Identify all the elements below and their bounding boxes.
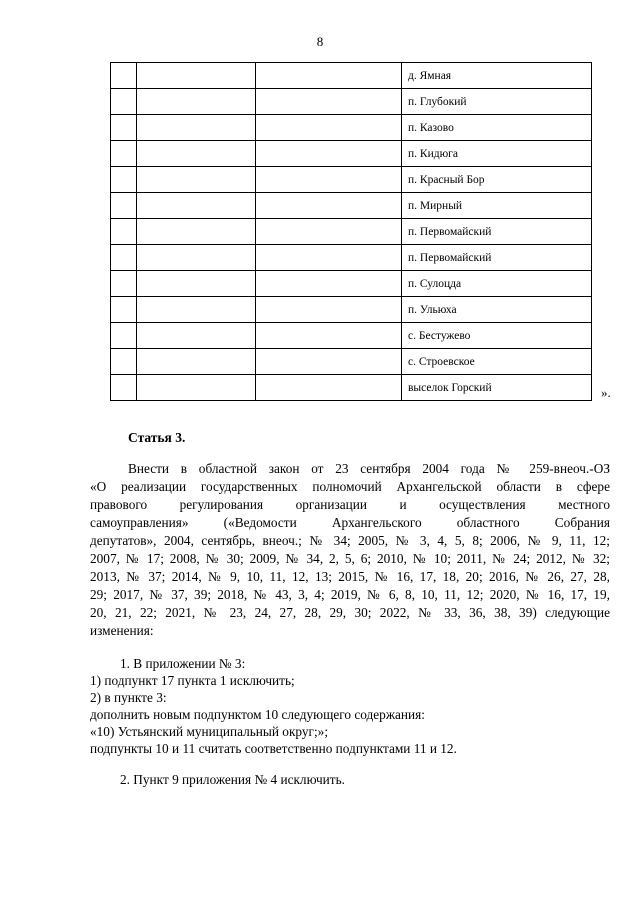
amendments-list — [90, 655, 457, 757]
list-item: 2) в пункте 3: — [90, 690, 167, 705]
settlement-name-cell: п. Мирный — [402, 193, 592, 219]
empty-cell — [256, 63, 402, 89]
empty-cell — [111, 349, 137, 375]
empty-cell — [256, 141, 402, 167]
list-item: «10) Устьянский муниципальный округ;»; — [90, 724, 329, 739]
list-item: 1. В приложении № 3: — [120, 656, 246, 671]
empty-cell — [137, 167, 256, 193]
table-row — [111, 89, 592, 115]
intro-line: 2007, № 17; 2008, № 30; 2009, № 34, 2, 5, 6; 2010, № 10; 2011, № 24; 2012, № 32; — [90, 551, 610, 566]
empty-cell — [137, 219, 256, 245]
table-row — [111, 141, 592, 167]
empty-cell — [137, 193, 256, 219]
intro-line: 29; 2017, № 37, 39; 2018, № 43, 3, 4; 2019, № 6, 8, 10, 11, 12; 2020, № 16, 17, 19, — [90, 587, 610, 602]
empty-cell — [111, 297, 137, 323]
table-row — [111, 245, 592, 271]
table-row — [111, 115, 592, 141]
empty-cell — [256, 271, 402, 297]
empty-cell — [137, 245, 256, 271]
settlement-name-cell: выселок Горский — [402, 375, 592, 401]
list-item-2: 2. Пункт 9 приложения № 4 исключить. — [120, 772, 346, 787]
empty-cell — [137, 115, 256, 141]
empty-cell — [111, 167, 137, 193]
empty-cell — [256, 193, 402, 219]
empty-cell — [256, 297, 402, 323]
empty-cell — [111, 193, 137, 219]
list-item: дополнить новым подпунктом 10 следующего содержания: — [90, 707, 425, 722]
empty-cell — [137, 375, 256, 401]
intro-line: 2013, № 37; 2014, № 9, 10, 11, 12, 13; 2015, № 16, 17, 18, 20; 2016, № 26, 27, 28, — [90, 569, 610, 584]
table-row — [111, 219, 592, 245]
empty-cell — [256, 115, 402, 141]
settlement-name-cell: п. Первомайский — [402, 245, 592, 271]
table-row — [111, 323, 592, 349]
empty-cell — [111, 115, 137, 141]
empty-cell — [111, 323, 137, 349]
empty-cell — [111, 271, 137, 297]
settlement-name-cell: п. Сулоцда — [402, 271, 592, 297]
empty-cell — [256, 89, 402, 115]
empty-cell — [137, 297, 256, 323]
table-row — [111, 63, 592, 89]
settlement-name-cell: п. Красный Бор — [402, 167, 592, 193]
intro-line: правового регулирования организации и осуществления местного — [90, 497, 610, 512]
article-intro-paragraph — [90, 460, 610, 640]
page-number: 8 — [316, 34, 324, 49]
empty-cell — [137, 349, 256, 375]
intro-line: Внести в областной закон от 23 сентября 2004 года № 259-внеоч.-ОЗ — [128, 461, 610, 476]
intro-line: изменения: — [90, 623, 154, 638]
empty-cell — [256, 167, 402, 193]
settlement-name-cell: д. Ямная — [402, 63, 592, 89]
settlement-name-cell: п. Кидюга — [402, 141, 592, 167]
empty-cell — [256, 349, 402, 375]
settlement-name-cell: п. Ульюха — [402, 297, 592, 323]
empty-cell — [256, 323, 402, 349]
table-row — [111, 193, 592, 219]
empty-cell — [256, 245, 402, 271]
settlement-name-cell: п. Первомайский — [402, 219, 592, 245]
intro-line: самоуправления» («Ведомости Архангельского областного Собрания — [90, 515, 610, 530]
intro-line: «О реализации государственных полномочий Архангельской области в сфере — [90, 479, 610, 494]
closing-quote: ». — [601, 385, 611, 400]
empty-cell — [111, 245, 137, 271]
list-item: 1) подпункт 17 пункта 1 исключить; — [90, 673, 295, 688]
table-row — [111, 375, 592, 401]
table-row — [111, 271, 592, 297]
empty-cell — [111, 375, 137, 401]
intro-line: 20, 21, 22; 2021, № 23, 24, 27, 28, 29, 30; 2022, № 33, 36, 38, 39) следующие — [90, 605, 610, 620]
empty-cell — [256, 375, 402, 401]
empty-cell — [137, 63, 256, 89]
table-row — [111, 297, 592, 323]
empty-cell — [111, 219, 137, 245]
empty-cell — [256, 219, 402, 245]
empty-cell — [111, 89, 137, 115]
settlement-name-cell: п. Казово — [402, 115, 592, 141]
empty-cell — [137, 141, 256, 167]
settlement-name-cell: п. Глубокий — [402, 89, 592, 115]
empty-cell — [111, 141, 137, 167]
settlement-name-cell: с. Строевское — [402, 349, 592, 375]
list-item: подпункты 10 и 11 считать соответственно подпунктами 11 и 12. — [90, 741, 457, 756]
empty-cell — [137, 323, 256, 349]
article-title: Статья 3. — [128, 430, 186, 445]
empty-cell — [137, 271, 256, 297]
empty-cell — [137, 89, 256, 115]
empty-cell — [111, 63, 137, 89]
table-row — [111, 349, 592, 375]
intro-line: депутатов», 2004, сентябрь, внеоч.; № 34; 2005, № 3, 4, 5, 8; 2006, № 9, 11, 12; — [90, 533, 610, 548]
settlements-table — [110, 62, 592, 401]
table-row — [111, 167, 592, 193]
settlement-name-cell: с. Бестужево — [402, 323, 592, 349]
